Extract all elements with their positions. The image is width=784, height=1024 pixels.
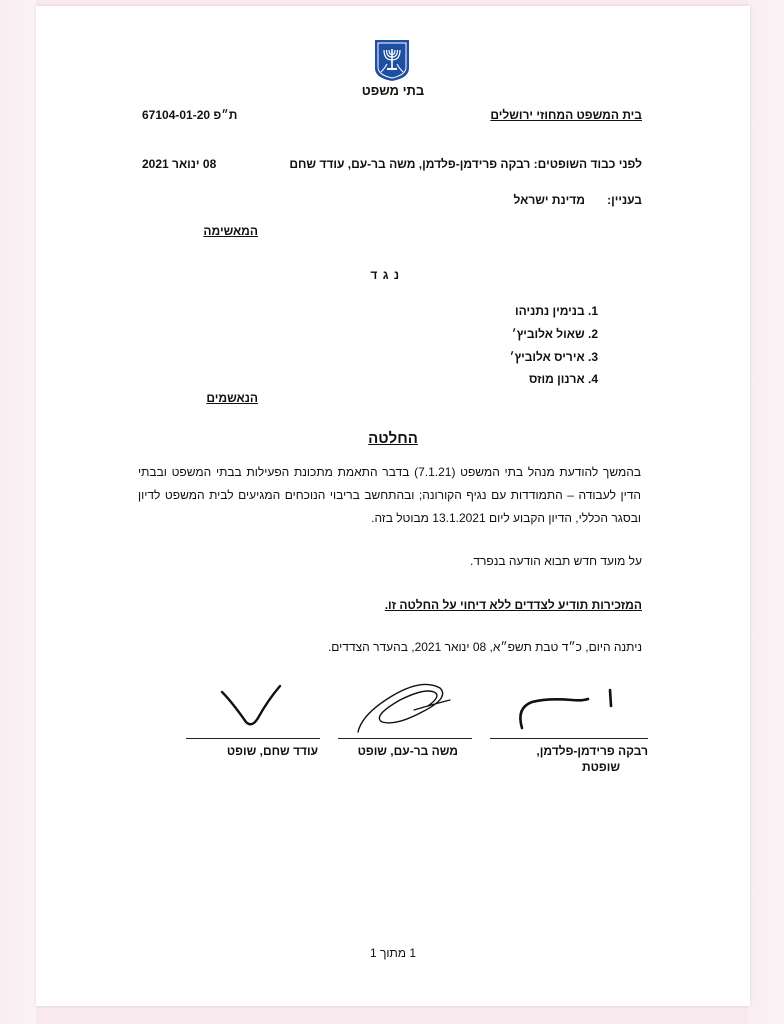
state-emblem-icon — [373, 38, 411, 82]
signature-rivka-friedman-feldman — [514, 684, 624, 734]
defendant-item: 1. בנימין נתניהו — [515, 304, 598, 318]
document-page — [36, 6, 750, 1006]
secretariat-instruction: המזכירות תודיע לצדדים ללא דיחוי על החלטה זו. — [384, 598, 642, 612]
defendant-item: 2. שאול אלוביץ׳ — [511, 327, 598, 341]
judge-name: עודד שחם, שופט — [226, 744, 318, 758]
page-number: 1 מתוך 1 — [369, 946, 417, 960]
signature-oded-shaham — [216, 682, 286, 732]
background-right — [748, 0, 784, 1024]
defendants-role: הנאשמים — [206, 391, 258, 405]
signature-line — [490, 738, 648, 739]
versus-label: נ ג ד — [370, 268, 400, 282]
background-left — [0, 0, 36, 1024]
judge-name: משה בר-עם, שופט — [357, 744, 458, 758]
prosecution-name: מדינת ישראל — [513, 193, 585, 207]
judges-line: לפני כבוד השופטים: רבקה פרידמן-פלדמן, משה בר-עם, עודד שחם — [289, 157, 642, 171]
court-system-title: בתי משפט — [361, 83, 425, 98]
signature-line — [186, 738, 320, 739]
signature-line — [338, 738, 472, 739]
judge-title: שופטת — [582, 760, 620, 774]
signature-moshe-bar-am — [352, 674, 462, 736]
judge-name: רבקה פרידמן-פלדמן, — [536, 744, 648, 758]
decision-paragraph: בהמשך להודעת מנהל בתי המשפט (7.1.21) בדבר התאמת מתכונת הפעילות בבתי המשפט ובבתי הדין לעבודה – התמודדות עם נגיף הקורונה; ובהתחשב בריבוי הנוכחים המגיעים לבית המשפט לדיון ובסגר הכללי, הדיון הקבוע ליום 13.1.2021 מבוטל בזה. — [138, 465, 641, 525]
given-statement: ניתנה היום, כ״ד טבת תשפ״א, 08 ינואר 2021, בהעדר הצדדים. — [327, 640, 642, 654]
matter-label: בעניין: — [607, 193, 642, 207]
prosecution-role: המאשימה — [203, 224, 258, 238]
defendant-item: 4. ארנון מוזס — [528, 372, 598, 386]
document-date: 08 ינואר 2021 — [142, 157, 217, 171]
decision-title: החלטה — [368, 430, 418, 447]
defendant-item: 3. איריס אלוביץ׳ — [509, 350, 598, 364]
decision-paragraph-2: על מועד חדש תבוא הודעה בנפרד. — [470, 554, 642, 568]
court-name: בית המשפט המחוזי ירושלים — [490, 108, 642, 122]
case-number: ת״פ 67104-01-20 — [142, 108, 238, 122]
